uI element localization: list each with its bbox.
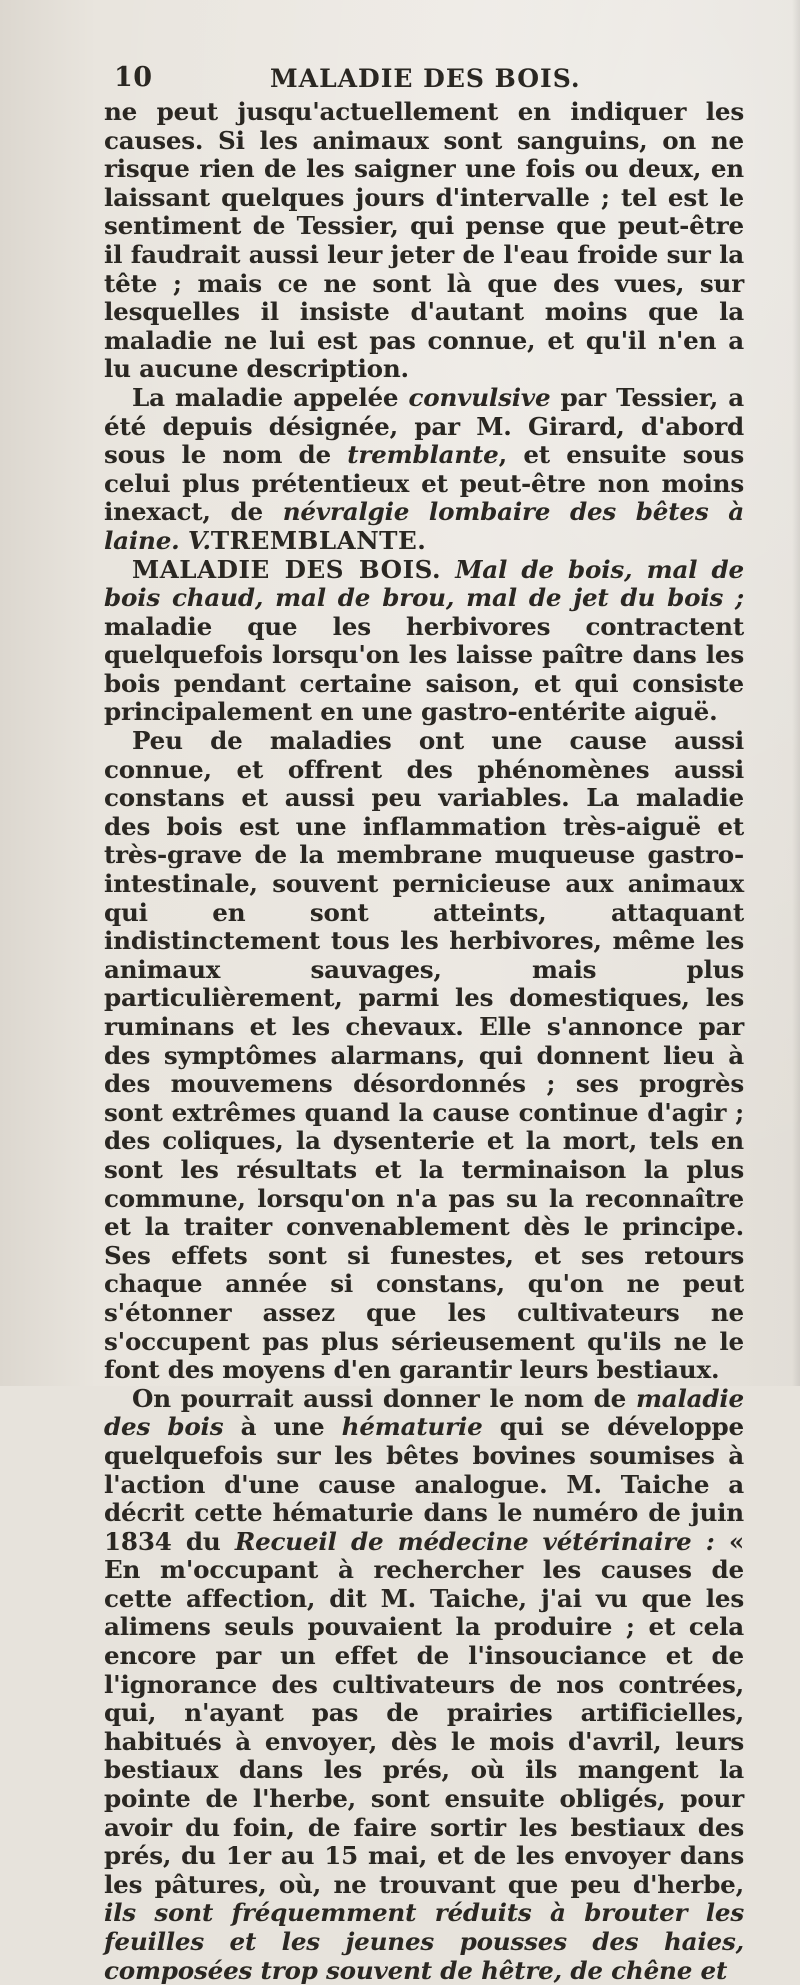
entry-term: MALADIE DES BOIS.: [132, 554, 442, 584]
p2-ref-v: V.: [179, 525, 211, 555]
p2-italic1: convulsive: [408, 382, 551, 412]
page-number: 10: [114, 62, 153, 93]
paragraph-3: [104, 556, 744, 728]
paragraph-1-text: ne peut jusqu'actuellement en indiquer les causes. Si les animaux sont sanguins, on ne risque rien de les saigner une fois ou deux, en laissant quelques jours d'intervalle ; tel est le sentiment de Tessier, qui pense que peut-être il faudrait aussi leur jeter de l'eau froide sur la tête ; mais ce ne sont là que des vues, sur lesquelles il insiste d'autant moins que la maladie ne lui est pas connue, et qu'il n'en a lu aucune description.: [104, 97, 744, 384]
paragraph-1: [104, 98, 744, 384]
p2-part1: La maladie appelée: [132, 382, 409, 412]
p5-part2: à une: [223, 1412, 342, 1442]
paragraph-2: [104, 384, 744, 556]
p2-italic3: névralgie lombaire des bêtes à laine.: [104, 497, 744, 555]
page-header: [104, 62, 742, 96]
body-text: [104, 98, 744, 1985]
p3-part1: maladie que les herbivores contractent quelquefois lorsqu'on les laisse paître dans les bois pendant certaine saison, et qui consiste principalement en une gastro-entérite aiguë.: [104, 611, 744, 727]
paragraph-5: [104, 1385, 744, 1985]
p5-italic1: maladie des bois: [104, 1383, 744, 1442]
p5-part3: qui se développe quelquefois sur les bêtes bovines soumises à l'action d'une cause analogue. M. Taiche a décrit cette hématurie dans le numéro de juin 1834 du: [104, 1412, 744, 1556]
p2-italic2: tremblante: [347, 440, 499, 470]
p2-part3: , et ensuite sous celui plus prétentieux et peut-être non moins inexact, de: [104, 440, 744, 527]
paragraph-4-text: Peu de maladies ont une cause aussi connue, et offrent des phénomènes aussi constans et aussi peu variables. La maladie des bois est une inflammation très-aiguë et très-grave de la membrane muqueuse gastro-intestinale, souvent pernicieuse aux animaux qui en sont atteints, attaquant indistinctement tous les herbivores, même les animaux sauvages, mais plus particulièrement, parmi les domestiques, les ruminans et les chevaux. Elle s'annonce par des symptômes alarmans, qui donnent lieu à des mouvemens désordonnés ; ses progrès sont extrêmes quand la cause continue d'agir ; des coliques, la dysenterie et la mort, tels en sont les résultats et la terminaison la plus commune, lorsqu'on n'a pas su la reconnaître et la traiter convenablement dès le principe. Ses effets sont si funestes, et ses retours chaque année si constans, qu'on ne peut s'étonner assez que les cultivateurs ne s'occupent pas plus sérieusement qu'ils ne le font des moyens d'en garantir leurs bestiaux.: [104, 726, 744, 1385]
p2-ref-term: TREMBLANTE.: [210, 525, 427, 555]
p3-italic1: Mal de bois, mal de bois chaud, mal de brou, mal de jet du bois ;: [104, 554, 744, 613]
p5-italic4: ils sont fréquemment réduits à brouter les feuilles et les jeunes pousses des haies, composées trop souvent de hêtre, de chêne et: [104, 1898, 744, 1985]
p5-italic2: hématurie: [341, 1412, 483, 1442]
running-head: MALADIE DES BOIS.: [270, 64, 581, 93]
page-edge-shadow: [792, 0, 800, 1386]
p5-part4: « En m'occupant à rechercher les causes de cette affection, dit M. Taiche, j'ai vu que les alimens seuls pouvaient la produire ; et cela encore par un effet de l'insouciance et de l'ignorance des cultivateurs de nos contrées, qui, n'ayant pas de prairies artificielles, habitués à envoyer, dès le mois d'avril, leurs bestiaux dans les prés, où ils mangent la pointe de l'herbe, sont ensuite obligés, pour avoir du foin, de faire sortir les bestiaux des prés, du 1er au 15 mai, et de les envoyer dans les pâtures, où, ne trouvant que peu d'herbe,: [104, 1526, 744, 1899]
paragraph-4: [104, 727, 744, 1385]
p2-part2: par Tessier, a été depuis désignée, par M. Girard, d'abord sous le nom de: [104, 382, 744, 470]
p5-part1: On pourrait aussi donner le nom de: [132, 1383, 636, 1413]
p5-italic3: Recueil de médecine vétérinaire :: [234, 1526, 715, 1556]
